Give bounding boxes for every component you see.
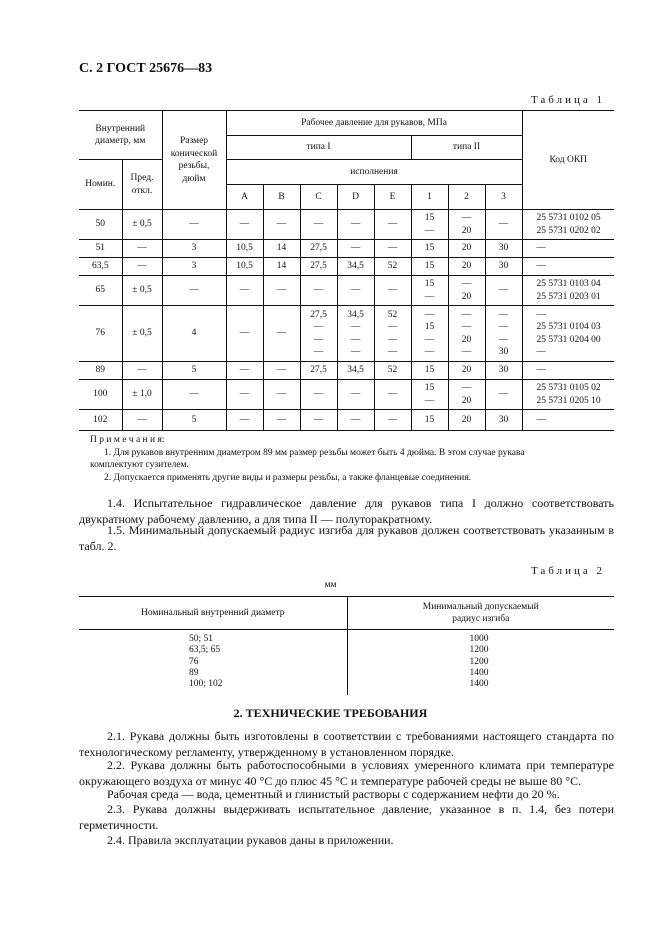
- table1-cell: — 20: [448, 276, 485, 306]
- table1-row: [79, 380, 614, 410]
- table1-cell: 52: [374, 258, 411, 276]
- table1-cell: —: [162, 380, 226, 410]
- table1: [79, 110, 614, 431]
- table1-cell: 10,5: [226, 240, 263, 258]
- table1-row: [79, 210, 614, 240]
- table1-cell: ± 0,5: [122, 306, 162, 362]
- table1-row: [79, 410, 614, 431]
- table1-cell: ± 1,0: [122, 380, 162, 410]
- table1-cell: —: [522, 240, 614, 258]
- t2-header-right: Минимальный допускаемый радиус изгиба: [347, 597, 614, 630]
- table1-cell: —: [122, 258, 162, 276]
- para-2-2: 2.2. Рукава должны быть работоспособными в условиях умеренного климата при температуре окружающего воздуха от минус 40 °С до плюс 45 °С и температуре рабочей среды не выше 80 °С.: [79, 758, 614, 788]
- table1-cell: —: [337, 380, 374, 410]
- table1-cell: 30: [485, 362, 522, 380]
- table1-cell: 14: [263, 258, 300, 276]
- table1-cell: 89: [79, 362, 122, 380]
- table1-cell: 27,5: [300, 362, 337, 380]
- table1-cell: —: [522, 362, 614, 380]
- para-1-5: 1.5. Минимальный допускаемый радиус изгиба для рукавов должен соответствовать указанным в табл. 2.: [79, 523, 614, 553]
- table1-cell: 20: [448, 240, 485, 258]
- table1-cell: —: [300, 276, 337, 306]
- table1-cell: 50: [79, 210, 122, 240]
- th-sub-a: A: [226, 185, 263, 210]
- table1-cell: —: [374, 380, 411, 410]
- table1-cell: —: [226, 362, 263, 380]
- th-sub-b: B: [263, 185, 300, 210]
- table1-cell: —: [485, 380, 522, 410]
- table1-cell: 34,5: [337, 362, 374, 380]
- t2-header-left: Номинальный внутренний диаметр: [79, 597, 347, 630]
- table1-cell: 15: [411, 240, 448, 258]
- th-versions: исполнения: [226, 160, 522, 185]
- th-sub-e: E: [374, 185, 411, 210]
- table1-cell: —: [374, 210, 411, 240]
- para-2-1: 2.1. Рукава должны быть изготовлены в соответствии с требованиями настоящего стандарта по технологическому регламенту, утвержденному в установленном порядке.: [79, 729, 614, 759]
- table1-cell: — 25 5731 0104 03 25 5731 0204 00 —: [522, 306, 614, 362]
- table1-cell: ± 0,5: [122, 276, 162, 306]
- table1-cell: 30: [485, 258, 522, 276]
- table1-cell: 25 5731 0105 02 25 5731 0205 10: [522, 380, 614, 410]
- table1-row: [79, 362, 614, 380]
- th-type2: типа II: [411, 136, 522, 160]
- table1-cell: 30: [485, 240, 522, 258]
- table1-cell: —: [263, 276, 300, 306]
- th-sub-d: D: [337, 185, 374, 210]
- table1-cell: —: [226, 276, 263, 306]
- table1-cell: 25 5731 0103 04 25 5731 0203 01: [522, 276, 614, 306]
- t2-left-values: 50; 51 63,5; 65 76 89 100; 102: [189, 634, 223, 690]
- table1-cell: 15: [411, 362, 448, 380]
- para-2-4: 2.4. Правила эксплуатации рукавов даны в приложении.: [107, 833, 394, 847]
- table1-cell: — 20: [448, 210, 485, 240]
- table1-cell: 5: [162, 362, 226, 380]
- table2: [79, 596, 614, 695]
- th-type1: типа I: [226, 136, 411, 160]
- th-nom: Номин.: [79, 160, 122, 210]
- table1-cell: —: [263, 410, 300, 431]
- table1-cell: —: [122, 240, 162, 258]
- para-2-2b: Рабочая среда — вода, цементный и глинистый растворы с содержанием нефти до 20 %.: [107, 787, 560, 801]
- note-1a: 1. Для рукавов внутренним диаметром 89 мм размер резьбы может быть 4 дюйма. В этом случае рукава: [104, 448, 525, 458]
- table1-cell: —: [162, 276, 226, 306]
- table1-cell: —: [300, 210, 337, 240]
- table1-cell: 34,5 — — —: [337, 306, 374, 362]
- para-1-4: 1.4. Испытательное гидравлическое давление для рукавов типа I должно соответствовать двукратному рабочему давлению, а для типа II — полуторакратному.: [79, 496, 614, 526]
- table1-cell: —: [374, 240, 411, 258]
- table1-cell: —: [485, 276, 522, 306]
- table1-cell: —: [226, 380, 263, 410]
- table1-cell: 4: [162, 306, 226, 362]
- th-okp: Код ОКП: [522, 111, 614, 210]
- table1-cell: —: [337, 410, 374, 431]
- table1-cell: 52 — — —: [374, 306, 411, 362]
- th-sub-2: 2: [448, 185, 485, 210]
- table1-cell: 25 5731 0102 05 25 5731 0202 02: [522, 210, 614, 240]
- table1-cell: 15 —: [411, 380, 448, 410]
- th-sub-c: C: [300, 185, 337, 210]
- table1-cell: —: [300, 410, 337, 431]
- table1-cell: 20: [448, 362, 485, 380]
- th-thread: Размер конической резьбы, дюйм: [162, 111, 226, 210]
- table1-cell: —: [522, 258, 614, 276]
- table1-cell: 100: [79, 380, 122, 410]
- table1-cell: —: [374, 410, 411, 431]
- table1-cell: 5: [162, 410, 226, 431]
- table1-cell: —: [300, 380, 337, 410]
- table1-cell: 27,5 — — —: [300, 306, 337, 362]
- table1-cell: 30: [485, 410, 522, 431]
- table1-cell: —: [263, 210, 300, 240]
- table1-cell: 15: [411, 258, 448, 276]
- th-pressure: Рабочее давление для рукавов, МПа: [226, 111, 522, 136]
- table1-cell: 27,5: [300, 258, 337, 276]
- table1-cell: —: [485, 210, 522, 240]
- table1-cell: ± 0,5: [122, 210, 162, 240]
- table1-cell: 15 —: [411, 210, 448, 240]
- table1-cell: —: [226, 410, 263, 431]
- table1-cell: 15: [411, 410, 448, 431]
- table1-cell: 102: [79, 410, 122, 431]
- table1-cell: 3: [162, 240, 226, 258]
- table2-unit: мм: [324, 580, 337, 590]
- table1-cell: 65: [79, 276, 122, 306]
- th-inner-diam: Внутренний диаметр, мм: [79, 111, 162, 160]
- table1-cell: 20: [448, 258, 485, 276]
- note-1b: комплектуют сузителем.: [90, 460, 189, 470]
- table1-cell: 63,5: [79, 258, 122, 276]
- table1-row: [79, 258, 614, 276]
- section-title: 2. ТЕХНИЧЕСКИЕ ТРЕБОВАНИЯ: [233, 706, 428, 720]
- table1-cell: —: [337, 240, 374, 258]
- table1-cell: 52: [374, 362, 411, 380]
- table1-cell: —: [263, 362, 300, 380]
- table1-cell: 27,5: [300, 240, 337, 258]
- table1-cell: —: [263, 380, 300, 410]
- table1-cell: —: [263, 306, 300, 362]
- table1-cell: —: [122, 362, 162, 380]
- table1-cell: —: [337, 210, 374, 240]
- table1-row: [79, 240, 614, 258]
- table1-cell: —: [162, 210, 226, 240]
- table1-cell: 14: [263, 240, 300, 258]
- table1-cell: —: [226, 306, 263, 362]
- table1-cell: —: [374, 276, 411, 306]
- table1-cell: 10,5: [226, 258, 263, 276]
- para-2-3: 2.3. Рукава должны выдерживать испытательное давление, указанное в п. 1.4, без потери герметичности.: [79, 802, 614, 832]
- table1-row: [79, 306, 614, 362]
- table1-cell: 20: [448, 410, 485, 431]
- t2-right-values: 1000 1200 1200 1400 1400: [469, 634, 489, 690]
- th-sub-3: 3: [485, 185, 522, 210]
- table1-cell: — — — 30: [485, 306, 522, 362]
- table1-row: [79, 276, 614, 306]
- table1-cell: — 15 — —: [411, 306, 448, 362]
- table1-cell: —: [337, 276, 374, 306]
- table1-cell: — — 20 —: [448, 306, 485, 362]
- notes-title: П р и м е ч а н и я:: [90, 435, 165, 445]
- table1-body: [79, 210, 614, 431]
- table1-cell: 76: [79, 306, 122, 362]
- table1-cell: 51: [79, 240, 122, 258]
- table2-caption: Таблица 2: [530, 565, 605, 577]
- table1-cell: 3: [162, 258, 226, 276]
- table1-caption: Таблица 1: [530, 94, 605, 106]
- table1-cell: —: [522, 410, 614, 431]
- page-header: С. 2 ГОСТ 25676—83: [79, 61, 213, 76]
- th-dev: Пред. откл.: [122, 160, 162, 210]
- table1-cell: —: [226, 210, 263, 240]
- table1-cell: — 20: [448, 380, 485, 410]
- table1-cell: —: [122, 410, 162, 431]
- th-sub-1: 1: [411, 185, 448, 210]
- note-2: 2. Допускается применять другие виды и размеры резьбы, а также фланцевые соединения.: [104, 473, 471, 483]
- table1-cell: 34,5: [337, 258, 374, 276]
- table1-cell: 15 —: [411, 276, 448, 306]
